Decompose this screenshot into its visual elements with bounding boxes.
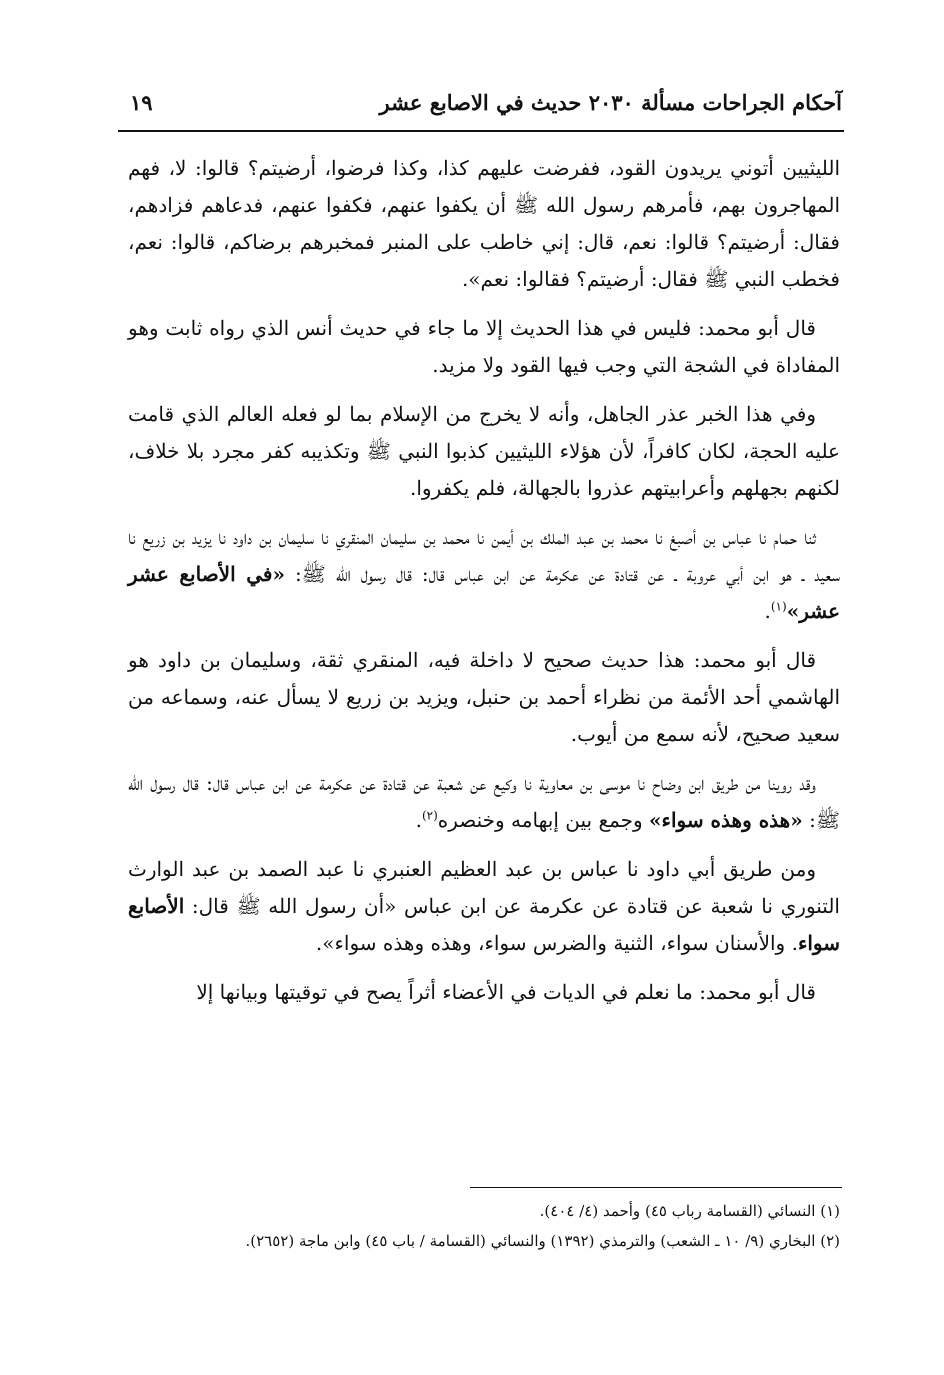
page-number: ١٩ (130, 90, 153, 115)
paragraph-text: وجمع بين إبهامه وخنصره (437, 808, 650, 832)
sentence-end: . (415, 808, 422, 832)
paragraph-text: . والأسنان سواء، الثنية والضرس سواء، وهذه وهذه سواء». (315, 931, 798, 955)
page-header (120, 86, 842, 130)
footnotes (140, 1196, 840, 1256)
hadith-quote-bold: الأصابع سواء (128, 894, 840, 955)
footnote-marker: (٢) (421, 808, 438, 823)
paragraph: قال أبو محمد: هذا حديث صحيح لا داخلة فيه، المنقري ثقة، وسليمان بن داود هو الهاشمي أحد الأئمة من نظراء أحمد بن حنبل، ويزيد بن زريع لا يسأل عنه، وسماعه من سعيد صحيح، لأنه سمع من أيوب. (128, 648, 840, 746)
footnote-2: (٢) البخاري (٩/ ١٠ ـ الشعب) والترمذي (١٣٩٢) والنسائي (القسامة / باب ٤٥) وابن ماجة (٢٦٥٢). (245, 1232, 840, 1250)
paragraph: وفي هذا الخبر عذر الجاهل، وأنه لا يخرج من الإسلام بما لو فعله العالم الذي قامت عليه الحجة، لكان كافراً، لأن هؤلاء الليثيين كذبوا النبي ﷺ وتكذيبه كفر مجرد بلا خلاف، لكنهم بجهلهم وأعرابيتهم عذروا بالجهالة، فلم يكفروا. (128, 402, 840, 500)
hadith-quote-bold: «في الأصابع عشر عشر» (128, 562, 840, 623)
paragraph: قال أبو محمد: فليس في هذا الحديث إلا ما جاء في حديث أنس الذي رواه ثابت وهو المفاداة في الشجة التي وجب فيها القود ولا مزيد. (128, 316, 840, 377)
paragraph: قال أبو محمد: ما نعلم في الديات في الأعضاء أثراً يصح في توقيتها وبيانها إلا (196, 980, 816, 1004)
paragraph-abu-dawud (128, 851, 840, 962)
paragraph-text: ومن طريق أبي داود نا عباس بن عبد العظيم العنبري نا عبد الصمد بن عبد الوارث التنوري نا شعبة عن قتادة عن عكرمة عن ابن عباس «أن رسول الله ﷺ قال: (128, 857, 840, 918)
sentence-end: . (764, 599, 771, 623)
footnote-1: (١) النسائي (القسامة رباب ٤٥) وأحمد (٤/ ٤٠٤). (539, 1202, 840, 1220)
header-rule (118, 130, 844, 132)
paragraph-hadith-fingers-ten (128, 519, 840, 630)
paragraph-hadith-equal (128, 765, 840, 839)
main-text (128, 150, 840, 1023)
running-title: آحكام الجراحات مسألة ٢٠٣٠ حديث في الاصابع عشر (379, 90, 842, 115)
paragraph: الليثيين أتوني يريدون القود، ففرضت عليهم كذا، وكذا فرضوا، أرضيتم؟ قالوا: لا، فهم المهاجرون بهم، فأمرهم رسول الله ﷺ أن يكفوا عنهم، فكفوا عنهم، فدعاهم فزادهم، فقال: أرضيتم؟ قالوا: نعم، قال: إني خاطب على المنبر فمخبرهم برضاكم، قالوا: نعم، فخطب النبي ﷺ فقال: أرضيتم؟ فقالوا: نعم». (128, 156, 840, 291)
footnote-marker: (١) (770, 599, 787, 614)
footnote-rule (470, 1187, 842, 1188)
paragraph-text: ثنا حمام نا عباس بن أصبغ نا محمد بن عبد الملك بن أيمن نا محمد بن سليمان المنقري نا سليمان بن داود نا يزيد بن زريع نا سعيد ـ هو ابن أبي عروبة ـ عن قتادة عن عكرمة عن ابن عباس قال: قال رسول الله ﷺ: (128, 525, 841, 586)
paragraph-text: وقد روينا من طريق ابن وضاح نا موسى بن معاوية نا وكيع عن شعبة عن قتادة عن عكرمة عن ابن عباس قال: قال رسول الله ﷺ: (128, 771, 840, 832)
hadith-quote-bold: «هذه وهذه سواء» (649, 808, 803, 832)
